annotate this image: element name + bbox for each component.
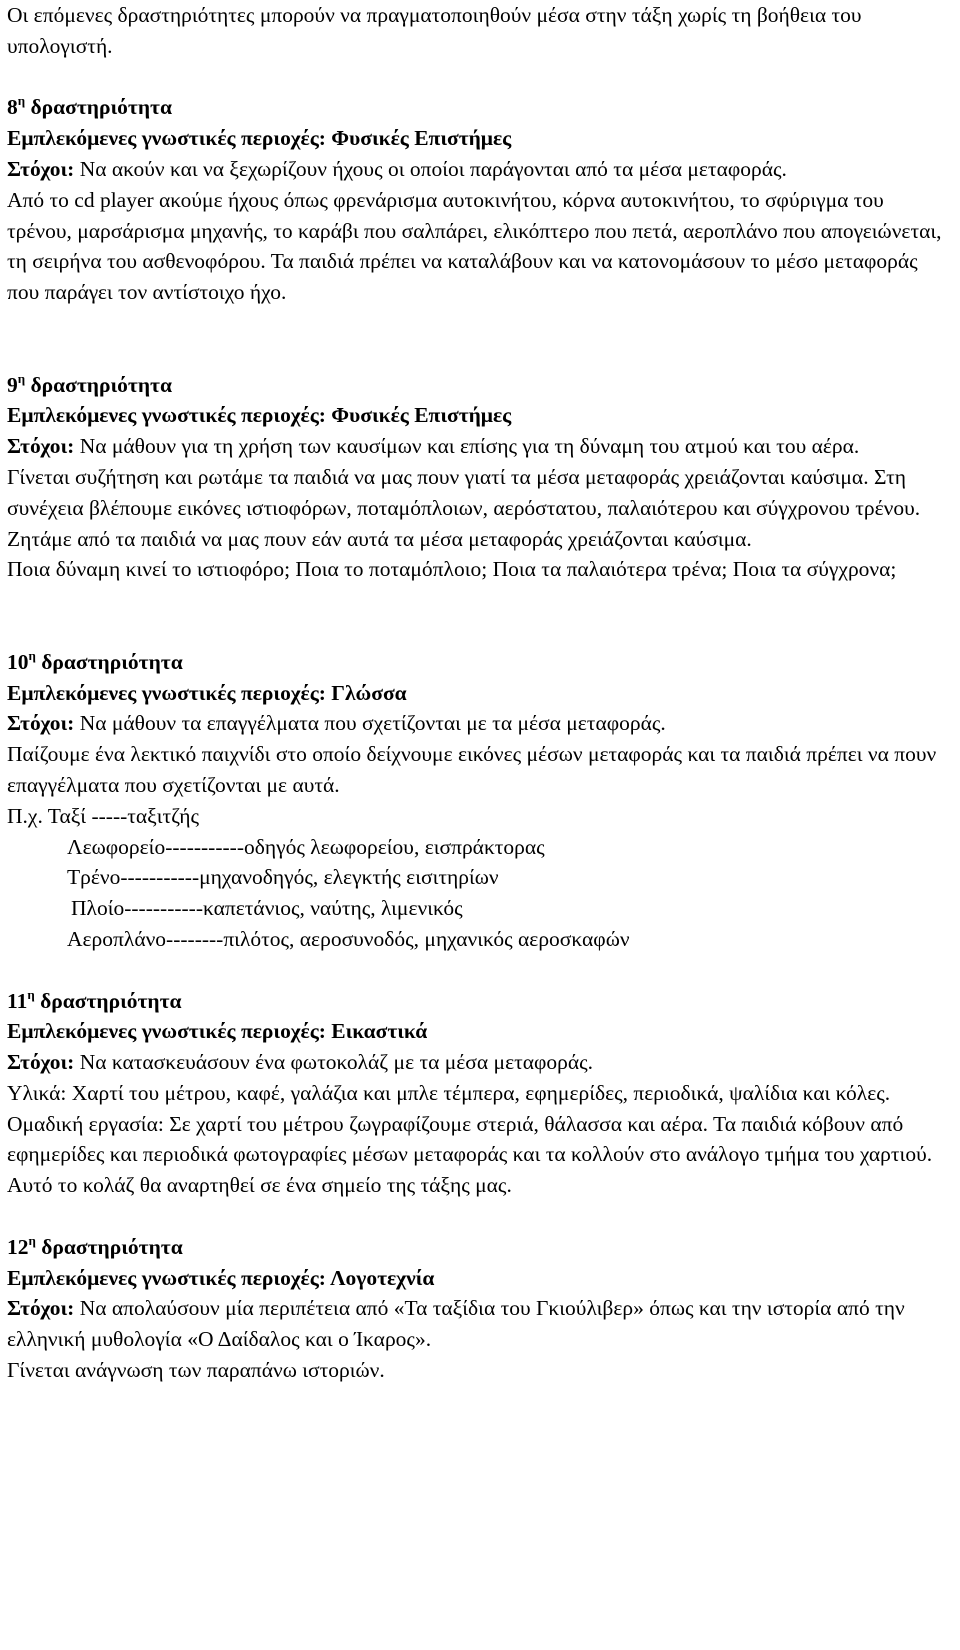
activity-heading: $12^\eta$ δραστηριότητα bbox=[7, 1232, 183, 1259]
activity-goals: Στόχοι: Να ακούν και να ξεχωρίζουν ήχους οι οποίοι παράγονται από τα μέσα μεταφοράς. bbox=[7, 156, 787, 181]
activity-11 bbox=[7, 986, 952, 1202]
activity-heading: $10^\eta$ δραστηριότητα bbox=[7, 647, 183, 674]
activity-description: Από το cd player ακούμε ήχους όπως φρενάρισμα αυτοκινήτου, κόρνα αυτοκινήτου, το σφύριγμα του τρένου, μαρσάρισμα μηχανής, το καράβι που σαλπάρει, ελικόπτερο που πετά, αεροπλάνο που απογειώνεται, τη σειρήνα του ασθενοφόρου. Τα παιδιά πρέπει να καταλάβουν και να κατονομάσουν το μέσο μεταφοράς που παράγει τον αντίστοιχο ήχο. bbox=[7, 187, 942, 305]
activity-description: Παίζουμε ένα λεκτικό παιχνίδι στο οποίο δείχνουμε εικόνες μέσων μεταφοράς και τα παιδιά πρέπει να πουν επαγγέλματα που σχετίζονται με αυτά. bbox=[7, 742, 937, 797]
activity-area: Εμπλεκόμενες γνωστικές περιοχές: Φυσικές Επιστήμες bbox=[7, 403, 512, 428]
profession-item: Τρένο-----------μηχανοδηγός, ελεγκτής εισιτηρίων bbox=[67, 865, 499, 890]
activity-heading: $11^\eta$ δραστηριότητα bbox=[7, 986, 182, 1013]
profession-item: Αεροπλάνο--------πιλότος, αεροσυνοδός, μηχανικός αεροσκαφών bbox=[67, 926, 630, 951]
profession-item: Πλοίο-----------καπετάνιος, ναύτης, λιμενικός bbox=[71, 896, 463, 921]
activity-area: Εμπλεκόμενες γνωστικές περιοχές: Γλώσσα bbox=[7, 680, 407, 705]
activity-materials: Υλικά: Χαρτί του μέτρου, καφέ, γαλάζια και μπλε τέμπερα, εφημερίδες, περιοδικά, ψαλίδια και κόλες. bbox=[7, 1080, 891, 1105]
activity-area: Εμπλεκόμενες γνωστικές περιοχές: Λογοτεχνία bbox=[7, 1265, 435, 1290]
activity-12 bbox=[7, 1232, 952, 1386]
activity-goals: Στόχοι: Να μάθουν τα επαγγέλματα που σχετίζονται με τα μέσα μεταφοράς. bbox=[7, 711, 666, 736]
activity-area: Εμπλεκόμενες γνωστικές περιοχές: Εικαστικά bbox=[7, 1019, 428, 1044]
activity-description: Γίνεται συζήτηση και ρωτάμε τα παιδιά να μας πουν γιατί τα μέσα μεταφοράς χρειάζονται καύσιμα. Στη συνέχεια βλέπουμε εικόνες ιστιοφόρων, ποταμόπλοιων, αερόστατου, παλαιότερου και σύγχρονου τρένου. Ζητάμε από τα παιδιά να μας πουν εάν αυτά τα μέσα μεταφοράς χρειάζονται καύσιμα. bbox=[7, 464, 921, 551]
activity-description: Ομαδική εργασία: Σε χαρτί του μέτρου ζωγραφίζουμε στεριά, θάλασσα και αέρα. Τα παιδιά κόβουν από εφημερίδες και περιοδικά φωτογραφίες μέσων μεταφοράς και τα κολλούν στο ανάλογο τμήμα του χαρτιού. Αυτό το κολάζ θα αναρτηθεί σε ένα σημείο της τάξης μας. bbox=[7, 1111, 933, 1198]
activity-goals: Στόχοι: Να μάθουν για τη χρήση των καυσίμων και επίσης για τη δύναμη του ατμού και του αέρα. bbox=[7, 434, 860, 459]
activity-questions: Ποια δύναμη κινεί το ιστιοφόρο; Ποια το ποταμόπλοιο; Ποια τα παλαιότερα τρένα; Ποια τα σύγχρονα; bbox=[7, 557, 897, 582]
activity-example: Π.χ. Ταξί -----ταξιτζής bbox=[7, 803, 199, 828]
activity-heading: $8^\eta$ δραστηριότητα bbox=[7, 93, 172, 120]
activity-goals: Στόχοι: Να κατασκευάσουν ένα φωτοκολάζ με τα μέσα μεταφοράς. bbox=[7, 1050, 594, 1075]
activity-heading: $9^\eta$ δραστηριότητα bbox=[7, 370, 172, 397]
activity-8 bbox=[7, 92, 952, 308]
profession-item: Λεωφορείο-----------οδηγός λεωφορείου, εισπράκτορας bbox=[67, 834, 545, 859]
activity-goals: Στόχοι: Να απολαύσουν μία περιπέτεια από «Τα ταξίδια του Γκιούλιβερ» όπως και την ιστορία από την ελληνική μυθολογία «Ο Δαίδαλος και ο Ίκαρος». bbox=[7, 1296, 905, 1352]
activity-area: Εμπλεκόμενες γνωστικές περιοχές: Φυσικές Επιστήμες bbox=[7, 126, 512, 151]
intro-paragraph: Οι επόμενες δραστηριότητες μπορούν να πραγματοποιηθούν μέσα στην τάξη χωρίς τη βοήθεια του υπολογιστή. bbox=[7, 3, 862, 58]
activity-description: Γίνεται ανάγνωση των παραπάνω ιστοριών. bbox=[7, 1358, 385, 1383]
activity-9 bbox=[7, 370, 952, 586]
activity-10 bbox=[7, 647, 952, 955]
